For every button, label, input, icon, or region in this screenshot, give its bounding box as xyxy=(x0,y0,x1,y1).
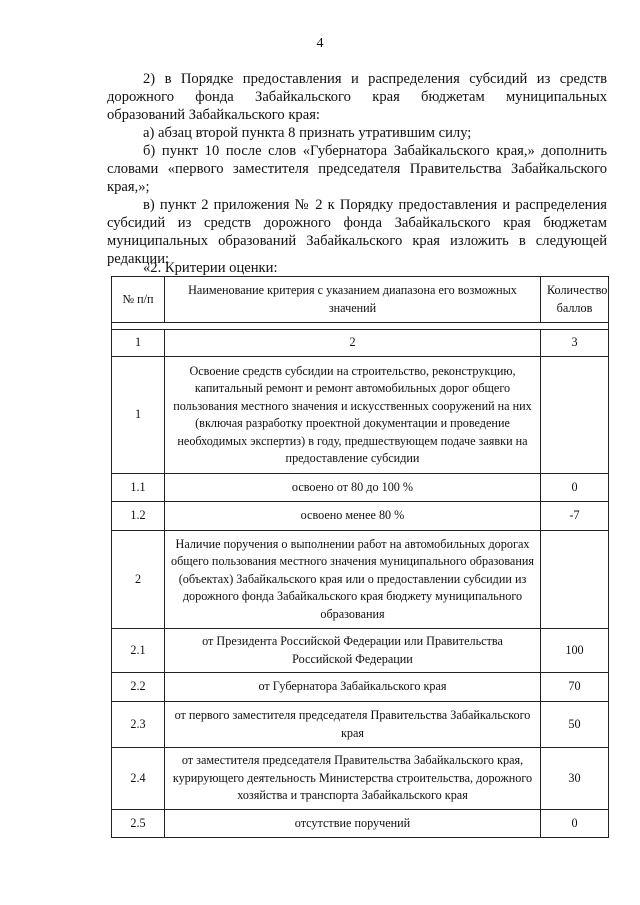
row-criterion: освоено от 80 до 100 % xyxy=(165,474,541,502)
table-row xyxy=(112,357,609,474)
row-criterion: Наличие поручения о выполнении работ на автомобильных дорогах общего пользования местного значения муниципального образования (объектах) Забайкальского края или о предоставлении субсидии из дорожного фонда Забайкальского края бюджету муниципального образования xyxy=(165,531,541,629)
table-row xyxy=(112,702,609,748)
row-number: 2.4 xyxy=(112,748,165,810)
row-criterion: от первого заместителя председателя Правительства Забайкальского края xyxy=(165,702,541,748)
row-number: 2.1 xyxy=(112,629,165,673)
table-spacer xyxy=(112,323,609,330)
table-index-row xyxy=(112,330,609,357)
row-score xyxy=(541,357,609,474)
text-line: субсидий из средств дорожного фонда Забайкальского края бюджетам xyxy=(107,215,607,231)
row-number: 1 xyxy=(112,357,165,474)
row-score: -7 xyxy=(541,502,609,531)
row-number: 2.5 xyxy=(112,810,165,838)
table-row xyxy=(112,810,609,838)
paragraph-item-a xyxy=(107,124,607,142)
text-line: редакции: xyxy=(107,251,170,267)
row-number: 2.2 xyxy=(112,673,165,702)
table-row xyxy=(112,502,609,531)
page-number: 4 xyxy=(316,36,324,51)
table-row xyxy=(112,474,609,502)
text-line: образований Забайкальского края: xyxy=(107,107,320,123)
row-score: 0 xyxy=(541,474,609,502)
header-number: № п/п xyxy=(112,277,165,323)
text-line: б) пункт 10 после слов «Губернатора Забайкальского края,» дополнить xyxy=(143,143,607,159)
table-header-row xyxy=(112,277,609,323)
header-score: Количество баллов xyxy=(541,277,609,323)
text-line: 2) в Порядке предоставления и распределения субсидий из средств xyxy=(143,71,607,87)
paragraph-item-2 xyxy=(107,70,607,124)
row-score: 70 xyxy=(541,673,609,702)
criteria-table xyxy=(111,276,609,838)
paragraph-item-v xyxy=(107,196,607,268)
text-line: в) пункт 2 приложения № 2 к Порядку предоставления и распределения xyxy=(143,197,607,213)
table-row xyxy=(112,673,609,702)
row-criterion: Освоение средств субсидии на строительство, реконструкцию, капитальный ремонт и ремонт автомобильных дорог общего пользования местного значения и искусственных сооружений на них (включая разработку проектной документации и проведение необходимых экспертиз) в году, предшествующем подаче заявки на предоставление субсидии xyxy=(165,357,541,474)
text-line: «2. Критерии оценки: xyxy=(143,260,278,276)
text-line: словами «первого заместителя председателя Правительства Забайкальского xyxy=(107,161,607,177)
row-number: 2.3 xyxy=(112,702,165,748)
paragraph-item-b xyxy=(107,142,607,196)
table-row xyxy=(112,748,609,810)
row-number: 1.2 xyxy=(112,502,165,531)
table-row xyxy=(112,629,609,673)
row-criterion: от Президента Российской Федерации или Правительства Российской Федерации xyxy=(165,629,541,673)
header-criterion: Наименование критерия с указанием диапазона его возможных значений xyxy=(165,277,541,323)
table-cell: 3 xyxy=(541,330,609,357)
table-row xyxy=(112,531,609,629)
criteria-heading xyxy=(107,259,607,277)
table-cell: 2 xyxy=(165,330,541,357)
row-score xyxy=(541,531,609,629)
text-line: дорожного фонда Забайкальского края бюджетам муниципальных xyxy=(107,89,607,105)
row-criterion: от Губернатора Забайкальского края xyxy=(165,673,541,702)
text-line: края,»; xyxy=(107,179,150,195)
row-number: 2 xyxy=(112,531,165,629)
row-criterion: отсутствие поручений xyxy=(165,810,541,838)
row-score: 100 xyxy=(541,629,609,673)
row-number: 1.1 xyxy=(112,474,165,502)
row-score: 50 xyxy=(541,702,609,748)
row-score: 0 xyxy=(541,810,609,838)
text-line: а) абзац второй пункта 8 признать утратившим силу; xyxy=(143,125,472,141)
table-cell: 1 xyxy=(112,330,165,357)
row-criterion: от заместителя председателя Правительства Забайкальского края, курирующего деятельность Министерства строительства, дорожного хозяйства и транспорта Забайкальского края xyxy=(165,748,541,810)
text-line: муниципальных образований Забайкальского края изложить в следующей xyxy=(107,233,607,249)
row-score: 30 xyxy=(541,748,609,810)
row-criterion: освоено менее 80 % xyxy=(165,502,541,531)
